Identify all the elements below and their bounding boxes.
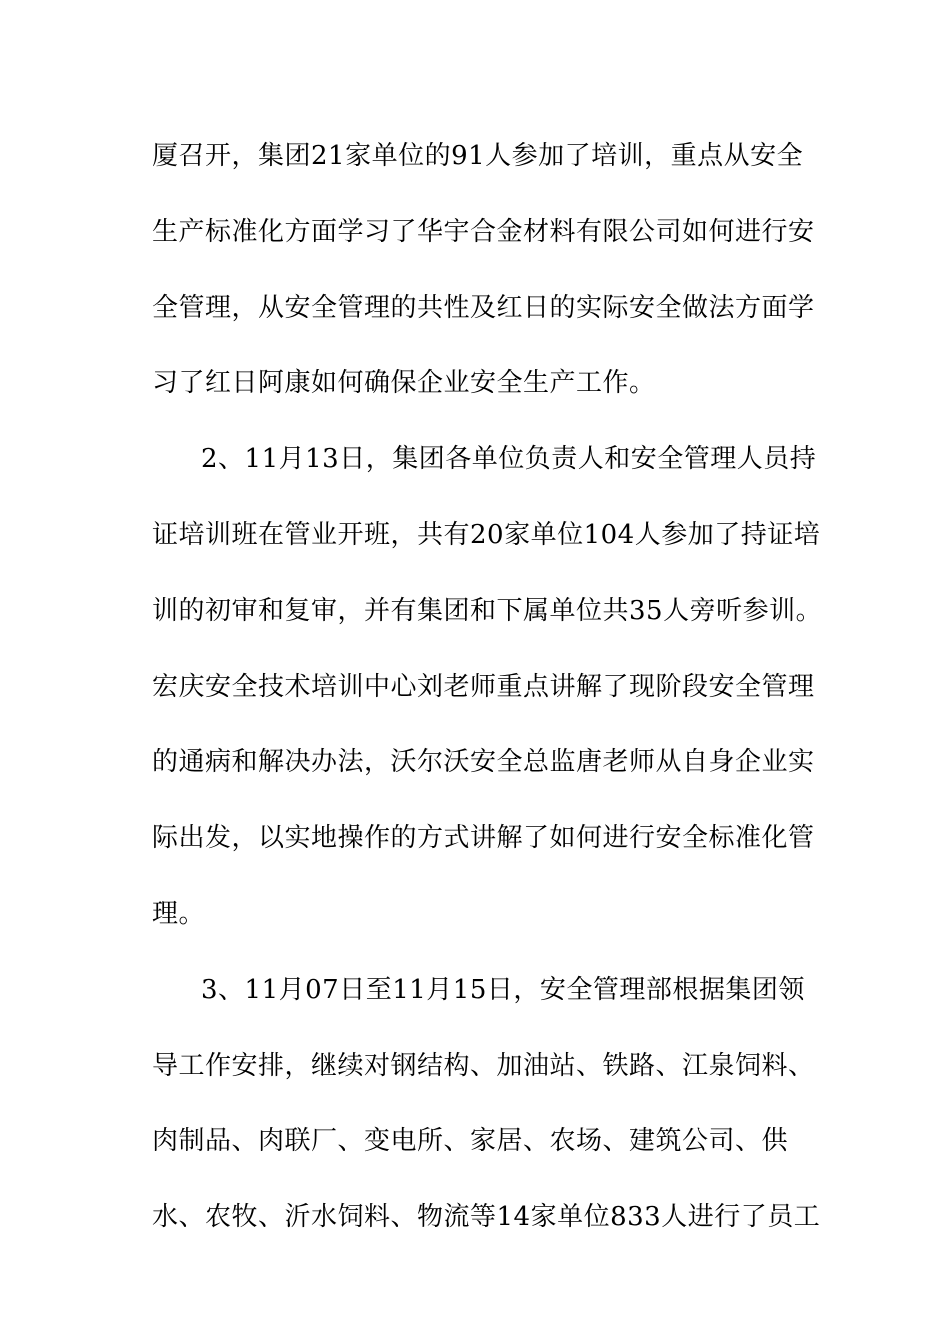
paragraph-start-line: 2、11月13日，集团各单位负责人和安全管理人员持 [201,444,817,475]
paragraph-start-line: 3、11月07日至11月15日，安全管理部根据集团领 [201,974,805,1005]
text-line: 生产标准化方面学习了华宇合金材料有限公司如何进行安 [152,216,815,247]
text-line: 证培训班在管业开班，共有20家单位104人参加了持证培 [152,519,821,550]
text-line: 训的初审和复审，并有集团和下属单位共35人旁听参训。 [152,595,823,626]
text-line: 宏庆安全技术培训中心刘老师重点讲解了现阶段安全管理 [152,671,815,702]
text-line: 全管理，从安全管理的共性及红日的实际安全做法方面学 [152,292,815,323]
text-line: 水、农牧、沂水饲料、物流等14家单位833人进行了员工 [152,1202,821,1233]
text-line: 的通病和解决办法，沃尔沃安全总监唐老师从自身企业实 [152,747,815,778]
text-line: 理。 [152,898,206,929]
text-line: 导工作安排，继续对钢结构、加油站、铁路、江泉饲料、 [152,1050,815,1081]
text-line: 厦召开，集团21家单位的91人参加了培训，重点从安全 [152,141,804,171]
document-body [152,128,823,1265]
text-line: 习了红日阿康如何确保企业安全生产工作。 [152,368,656,399]
text-line: 际出发，以实地操作的方式讲解了如何进行安全标准化管 [152,823,815,854]
text-line: 肉制品、肉联厂、变电所、家居、农场、建筑公司、供 [152,1126,789,1157]
